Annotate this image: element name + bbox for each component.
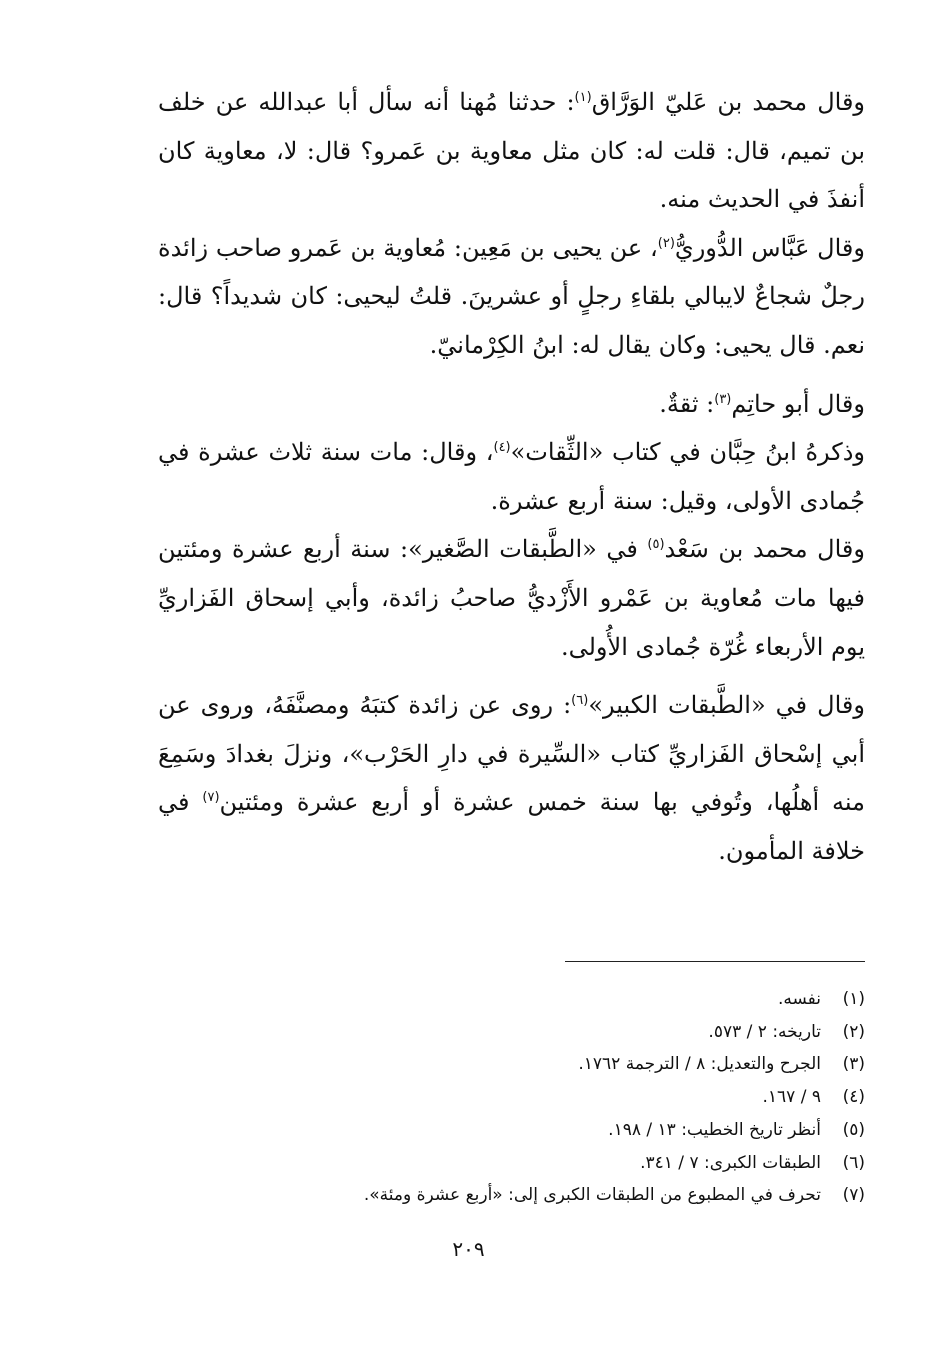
- footnote-number: (٢): [842, 1021, 865, 1042]
- footnotes-list: [240, 983, 865, 1212]
- footnote-item: [240, 1114, 865, 1147]
- footnote-ref: (٣): [714, 391, 732, 407]
- footnote-item: [240, 983, 865, 1016]
- footnote-item: [240, 1081, 865, 1114]
- footnote-divider: [565, 961, 865, 962]
- paragraph-text: وقال محمد بن سَعْد: [664, 535, 865, 564]
- paragraph-text: : حدثنا مُهنا أنه سأل أبا عبدالله عن خلف بن تميم، قال: قلت له: كان مثل معاوية بن عَمرو؟ قال: لا، معاوية كان أنفذَ في الحديث منه.: [158, 88, 865, 214]
- footnote-ref: (٢): [657, 235, 675, 251]
- footnote-number: (٧): [842, 1185, 865, 1206]
- footnote-ref: (٤): [493, 440, 511, 456]
- footnote-ref: (١): [574, 90, 592, 105]
- paragraph-text: وقال محمد بن عَليّ الوَرَّاق: [591, 88, 865, 116]
- paragraph: [158, 224, 865, 370]
- paragraph-text: في خلافة المأمون.: [158, 788, 865, 865]
- footnote-number: (٦): [842, 1152, 865, 1173]
- footnote-number: (٥): [842, 1119, 865, 1140]
- paragraph-text: وقال في «الطَّبقات الكبير»: [588, 691, 865, 720]
- footnote-ref: (٧): [202, 790, 220, 806]
- paragraph: [158, 78, 865, 224]
- paragraph: [158, 380, 865, 429]
- footnote-text: نفسه.: [777, 989, 821, 1009]
- footnote-text: أنظر تاريخ الخطيب: ١٣ / ١٩٨.: [608, 1119, 821, 1140]
- footnote-text: تحرف في المطبوع من الطبقات الكبرى إلى: «أربع عشرة ومئة».: [363, 1185, 821, 1206]
- footnote-ref: (٦): [571, 693, 589, 709]
- paragraph-text: وقال عَبَّاس الدُّوريُّ: [674, 233, 865, 262]
- paragraph-text: : ثقةٌ.: [659, 389, 715, 418]
- footnote-number: (٣): [842, 1054, 865, 1075]
- paragraph-text: ، وقال: مات سنة ثلاث عشرة في جُمادى الأولى، وقيل: سنة أربع عشرة.: [158, 438, 865, 515]
- main-text: [158, 78, 865, 876]
- paragraph-text: : روى عن زائدة كتبَهُ ومصنَّفَهُ، وروى عن أبي إسْحاق الفَزاريِّ كتاب «السِّيرة في دارِ الحَرْب»، ونزلَ بغدادَ وسَمِعَ منه أهلُها، وتُوفي بها سنة خمس عشرة أو أربع عشرة ومئتين: [158, 691, 866, 817]
- footnote-number: (١): [842, 989, 865, 1009]
- footnote-item: [240, 1179, 865, 1212]
- paragraph-text: ، عن يحيى بن مَعِين: مُعاوية بن عَمرو صاحب زائدة رجلٌ شجاعٌ لايبالي بلقاءِ رجلٍ أو عشرينَ. قلتُ ليحيى: كان شديداً؟ قال: نعم. قال يحيى: وكان يقال له: ابنُ الكِرْمانيّ.: [158, 233, 865, 359]
- footnote-number: (٤): [842, 1087, 865, 1108]
- footnote-item: [240, 1048, 865, 1081]
- footnote-text: ٩ / ١٦٧.: [762, 1087, 821, 1108]
- footnote-text: تاريخه: ٢ / ٥٧٣.: [708, 1021, 821, 1042]
- page-number: ٢٠٩: [452, 1237, 485, 1261]
- footnote-text: الطبقات الكبرى: ٧ / ٣٤١.: [640, 1152, 821, 1173]
- paragraph-text: وقال أبو حاتِم: [731, 389, 865, 418]
- paragraph: [158, 428, 865, 525]
- footnote-item: [240, 1016, 865, 1049]
- paragraph: [158, 681, 865, 875]
- paragraph-text: وذكرهُ ابنُ حِبَّان في كتاب «الثِّقات»: [510, 438, 865, 467]
- paragraph-text: في «الطَّبقات الصَّغير»: سنة أربع عشرة ومئتين فيها مات مُعاوية بن عَمْرو الأَزْديُّ صاحبُ زائدة، وأبي إسحاق الفَزاريِّ يوم الأربعاء غُرّة جُمادى الأُولى.: [158, 535, 865, 661]
- footnote-ref: (٥): [647, 537, 665, 553]
- paragraph: [158, 525, 865, 671]
- footnote-text: الجرح والتعديل: ٨ / الترجمة ١٧٦٢.: [578, 1054, 821, 1075]
- footnote-item: [240, 1147, 865, 1180]
